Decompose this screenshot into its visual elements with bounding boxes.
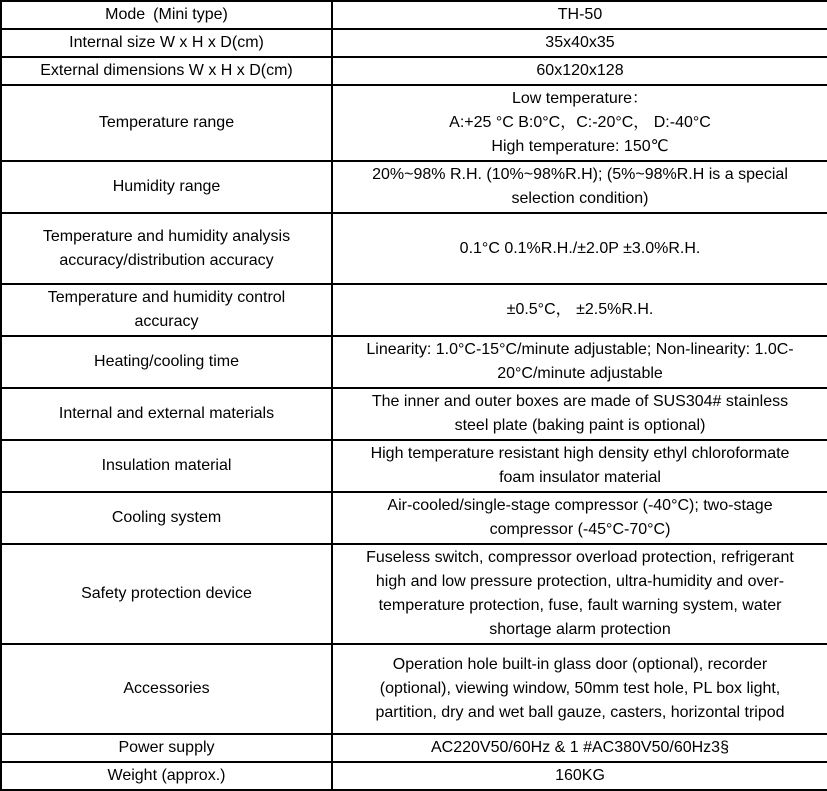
spec-label: Internal size W x H x D(cm) [1,29,332,57]
spec-value: Air-cooled/single-stage compressor (-40°C); two-stage compressor (-45°C-70°C) [332,492,827,544]
spec-value: 35x40x35 [332,29,827,57]
spec-value-line: Low temperature： [511,90,649,107]
spec-value: ±0.5°C， ±2.5%R.H. [332,284,827,336]
spec-label: Accessories [1,644,332,734]
row-materials [1,388,827,440]
row-temperature-range [1,85,827,161]
row-power-supply [1,734,827,762]
spec-value-line: A:+25 °C B:0°C，C:-20°C， D:-40°C [449,114,711,131]
spec-value: Linearity: 1.0°C-15°C/minute adjustable; Non-linearity: 1.0C-20°C/minute adjustable [332,336,827,388]
spec-value: Operation hole built-in glass door (optional), recorder (optional), viewing window, 50mm test hole, PL box light, partition, dry and wet ball gauze, casters, horizontal tripod [332,644,827,734]
row-cooling-system [1,492,827,544]
spec-label: Cooling system [1,492,332,544]
spec-label: Weight (approx.) [1,762,332,790]
row-control-accuracy [1,284,827,336]
row-humidity-range [1,161,827,213]
spec-value: 60x120x128 [332,57,827,85]
row-internal-size [1,29,827,57]
spec-label: Heating/cooling time [1,336,332,388]
spec-label: Temperature range [1,85,332,161]
spec-label: Humidity range [1,161,332,213]
row-external-dimensions [1,57,827,85]
row-heating-cooling-time [1,336,827,388]
spec-label: Insulation material [1,440,332,492]
spec-value: 0.1°C 0.1%R.H./±2.0P ±3.0%R.H. [332,213,827,284]
spec-label: Internal and external materials [1,388,332,440]
spec-label: Mode (Mini type) [1,1,332,29]
spec-label: Temperature and humidity control accuracy [1,284,332,336]
spec-label: External dimensions W x H x D(cm) [1,57,332,85]
spec-label: Safety protection device [1,544,332,644]
spec-value: 20%~98% R.H. (10%~98%R.H); (5%~98%R.H is a special selection condition) [332,161,827,213]
row-weight [1,762,827,790]
row-insulation-material [1,440,827,492]
spec-value: 160KG [332,762,827,790]
row-safety-protection [1,544,827,644]
spec-value: TH-50 [332,1,827,29]
spec-value: High temperature resistant high density ethyl chloroformate foam insulator material [332,440,827,492]
spec-value: AC220V50/60Hz & 1 #AC380V50/60Hz3§ [332,734,827,762]
spec-value: Fuseless switch, compressor overload protection, refrigerant high and low pressure protection, ultra-humidity and over-temperature protection, fuse, fault warning system, water shortage alarm protection [332,544,827,644]
spec-value-line: High temperature: 150℃ [491,138,669,155]
row-analysis-accuracy [1,213,827,284]
spec-label: Power supply [1,734,332,762]
spec-value: The inner and outer boxes are made of SUS304# stainless steel plate (baking paint is optional) [332,388,827,440]
spec-label: Temperature and humidity analysis accuracy/distribution accuracy [1,213,332,284]
row-accessories [1,644,827,734]
row-mode [1,1,827,29]
spec-value [332,85,827,161]
